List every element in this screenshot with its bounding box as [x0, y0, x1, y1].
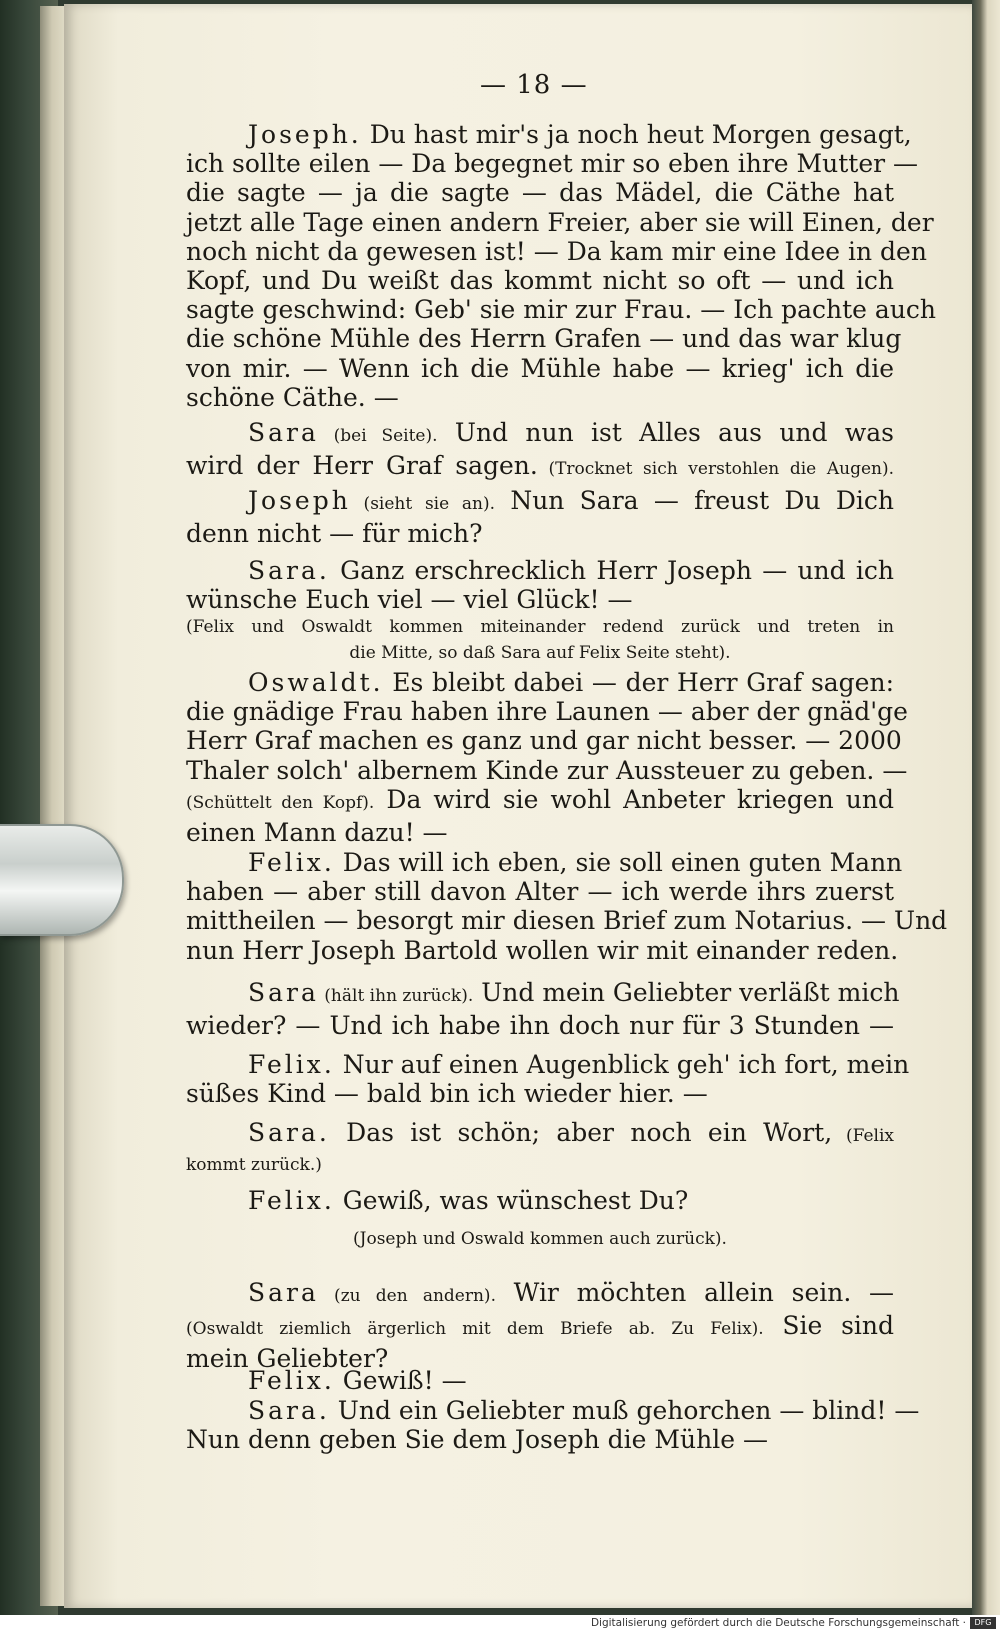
text-line: die sagte — ja die sagte — das Mädel, die Cäthe hat	[186, 178, 894, 208]
text-line: ich sollte eilen — Da begegnet mir so eben ihre Mutter —	[186, 149, 919, 179]
text-line: einen Mann dazu! —	[186, 818, 448, 848]
stage-direction: (Felix und Oswaldt kommen miteinander redend zurück und treten in	[186, 617, 894, 638]
footer-credit: Digitalisierung gefördert durch die Deutsche Forschungsgemeinschaft ·	[590, 1617, 966, 1629]
dialogue-joseph-2	[186, 486, 894, 548]
speaker-name: Felix.	[248, 848, 335, 877]
stage-direction: (zu den andern).	[318, 1286, 496, 1306]
text-line: Und ein Geliebter muß gehorchen — blind! —	[329, 1396, 920, 1425]
text-line: haben — aber still davon Alter — ich werde ihrs zuerst	[186, 877, 894, 907]
stage-direction: (sieht sie an).	[350, 494, 496, 514]
text-line: Nur auf einen Augenblick geh' ich fort, mein	[334, 1050, 910, 1079]
text-line: wird der Herr Graf sagen.	[186, 451, 538, 481]
stage-direction: (Trocknet sich verstohlen die Augen).	[537, 459, 894, 480]
dialogue-sara-3	[186, 978, 900, 1041]
dialogue-sara-5	[186, 1278, 894, 1374]
text-line: Das will ich eben, sie soll einen guten Mann	[334, 848, 903, 877]
dialogue-sara-4	[186, 1118, 894, 1180]
speaker-name: Sara	[248, 418, 319, 447]
speaker-name: Joseph.	[248, 120, 362, 149]
text-line: Wir möchten allein sein. —	[495, 1278, 894, 1307]
dialogue-felix-1	[186, 848, 948, 965]
text-line: von mir. — Wenn ich die Mühle habe — krieg' ich die	[186, 353, 894, 383]
text-line: noch nicht da gewesen ist! — Da kam mir eine Idee in den	[186, 236, 927, 266]
text-line: Kopf, und Du weißt das kommt nicht so oft — und ich	[186, 266, 894, 296]
dialogue-joseph-1	[186, 120, 937, 412]
speaker-name: Felix.	[248, 1366, 335, 1395]
page-number: — 18 —	[480, 70, 588, 100]
text-line: die schöne Mühle des Herrn Grafen — und das war klug	[186, 324, 902, 354]
text-line: mein Geliebter?	[186, 1344, 389, 1374]
text-line: Es bleibt dabei — der Herr Graf sagen:	[383, 668, 894, 697]
text-line: mittheilen — besorgt mir diesen Brief zum Notarius. — Und	[186, 906, 948, 936]
speaker-name: Sara.	[248, 556, 330, 585]
text-line: nun Herr Joseph Bartold wollen wir mit einander reden.	[186, 935, 899, 965]
stage-direction: die Mitte, so daß Sara auf Felix Seite steht).	[349, 643, 731, 664]
text-line: Sie sind	[763, 1311, 894, 1341]
speaker-name: Sara	[248, 1278, 319, 1307]
dfg-logo: DFG	[970, 1617, 996, 1629]
speaker-name: Felix.	[248, 1186, 335, 1215]
stage-direction: (Felix	[832, 1126, 894, 1146]
text-line: Herr Graf machen es ganz und gar nicht besser. — 2000	[186, 726, 902, 756]
text-line: Thaler solch' albernem Kinde zur Aussteuer zu geben. —	[186, 755, 908, 785]
stage-direction: (Joseph und Oswald kommen auch zurück).	[353, 1229, 727, 1250]
dialogue-sara-1	[186, 418, 894, 484]
text-line: wünsche Euch viel — viel Glück! —	[186, 585, 633, 615]
stage-direction: (Oswaldt ziemlich ärgerlich mit dem Briefe ab. Zu Felix).	[186, 1319, 764, 1340]
text-line: Da wird sie wohl Anbeter kriegen und	[374, 784, 894, 814]
facing-page-edge	[972, 0, 1000, 1615]
text-line: die gnädige Frau haben ihre Launen — aber der gnäd'ge	[186, 697, 908, 727]
stage-direction: (Schüttelt den Kopf).	[186, 792, 375, 813]
speaker-name: Felix.	[248, 1050, 335, 1079]
dialogue-felix-3	[186, 1186, 894, 1254]
text-line: Ganz erschrecklich Herr Joseph — und ich	[329, 556, 894, 585]
text-line: denn nicht — für mich?	[186, 519, 483, 549]
speaker-name: Sara	[248, 978, 319, 1007]
dialogue-sara-6	[186, 1396, 920, 1455]
text-line: Gewiß! —	[334, 1366, 467, 1395]
footer-bar	[0, 1615, 1000, 1632]
text-line: sagte geschwind: Geb' sie mir zur Frau. — Ich pachte auch	[186, 295, 937, 325]
text-line: Du hast mir's ja noch heut Morgen gesagt,	[361, 120, 912, 149]
dialogue-felix-2	[186, 1050, 910, 1109]
speaker-name: Sara.	[248, 1396, 330, 1425]
text-line: Nun Sara — freust Du Dich	[495, 486, 894, 515]
text-line: Nun denn geben Sie dem Joseph die Mühle —	[186, 1425, 768, 1455]
text-line: Und nun ist Alles aus und was	[437, 418, 894, 447]
speaker-name: Sara.	[248, 1118, 330, 1147]
dialogue-felix-4	[186, 1366, 894, 1395]
dialogue-oswaldt	[186, 668, 908, 848]
speaker-name: Joseph	[248, 486, 351, 515]
text-line: Gewiß, was wünschest Du?	[334, 1186, 689, 1215]
text-line: Das ist schön; aber noch ein Wort,	[329, 1118, 833, 1147]
stage-direction: kommt zurück.)	[186, 1155, 322, 1176]
stage-direction: (bei Seite).	[318, 426, 438, 446]
text-line: süßes Kind — bald bin ich wieder hier. —	[186, 1079, 708, 1109]
paper-clip-holder	[0, 824, 124, 936]
text-line: wieder? — Und ich habe ihn doch nur für 3 Stunden —	[186, 1011, 894, 1041]
stage-direction: (hält ihn zurück).	[318, 986, 474, 1006]
text-line: jetzt alle Tage einen andern Freier, aber sie will Einen, der	[186, 207, 934, 237]
dialogue-sara-2	[186, 556, 894, 666]
text-line: schöne Cäthe. —	[186, 382, 399, 412]
speaker-name: Oswaldt.	[248, 668, 384, 697]
text-line: Und mein Geliebter verläßt mich	[473, 978, 900, 1007]
